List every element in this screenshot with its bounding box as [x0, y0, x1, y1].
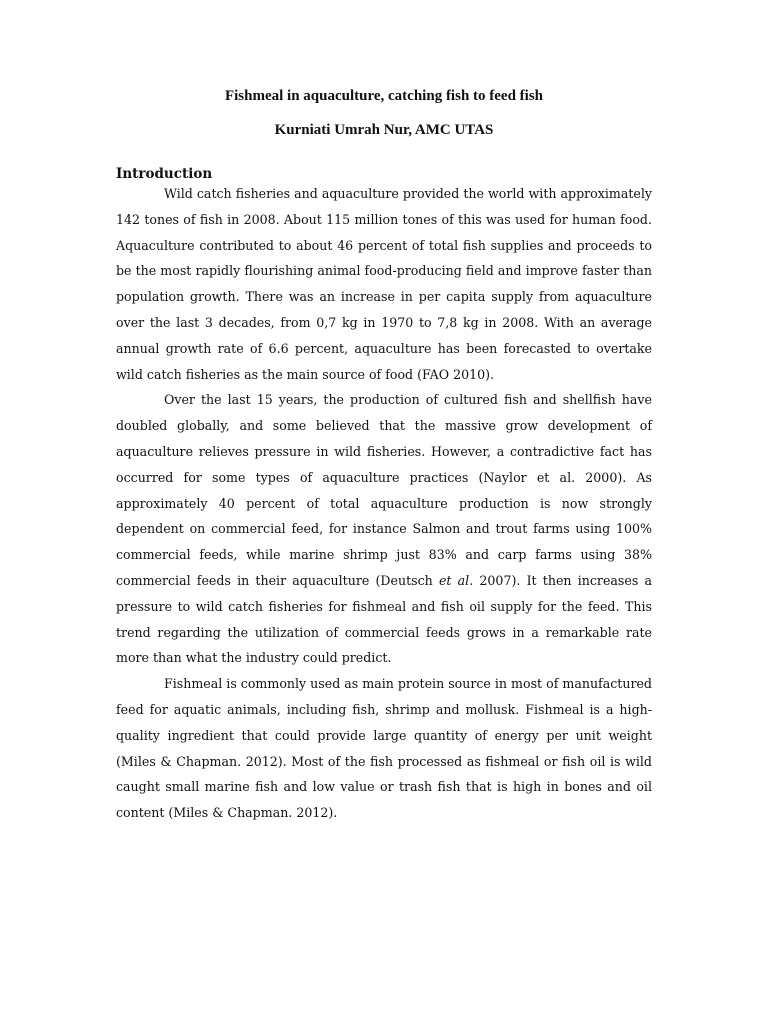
document-body	[116, 181, 652, 826]
paragraph-2-text-a: Over the last 15 years, the production of cultured fish and shellfish have doubled globally, and some believed that the massive grow development of aquaculture relieves pressure in wild fisheries. However, a contradictive fact has occurred for some types of aquaculture practices (Naylor et al. 2000). As approximately 40 percent of total aquaculture production is now strongly dependent on commercial feed, for instance Salmon and trout farms using 100% commercial feeds, while marine shrimp just 83% and carp farms using 38% commercial feeds in their aquaculture (Deutsch	[116, 392, 652, 588]
document-title: Fishmeal in aquaculture, catching fish to feed fish	[224, 88, 544, 104]
paragraph-3: Fishmeal is commonly used as main protein source in most of manufactured feed for aquatic animals, including fish, shrimp and mollusk. Fishmeal is a high-quality ingredient that could provide large quantity of energy per unit weight (Miles & Chapman. 2012). Most of the fish processed as fishmeal or fish oil is wild caught small marine fish and low value or trash fish that is high in bones and oil content (Miles & Chapman. 2012).	[116, 676, 652, 821]
document-author: Kurniati Umrah Nur, AMC UTAS	[274, 122, 494, 138]
paragraph-1: Wild catch fisheries and aquaculture provided the world with approximately 142 tones of fish in 2008. About 115 million tones of this was used for human food. Aquaculture contributed to about 46 percent of total fish supplies and proceeds to be the most rapidly flourishing animal food-producing field and improve faster than population growth. There was an increase in per capita supply from aquaculture over the last 3 decades, from 0,7 kg in 1970 to 7,8 kg in 2008. With an average annual growth rate of 6.6 percent, aquaculture has been forecasted to overtake wild catch fisheries as the main source of food (FAO 2010).	[116, 186, 652, 382]
paragraph-2	[116, 387, 652, 671]
paragraph-2-italic: et al.	[438, 572, 474, 588]
section-heading: Introduction	[116, 166, 213, 182]
paragraph-2-text-b: 2007). It then increases a pressure to wild catch fisheries for fishmeal and fish oil supply for the feed. This trend regarding the utilization of commercial feeds grows in a remarkable rate more than what the industry could predict.	[116, 572, 652, 666]
